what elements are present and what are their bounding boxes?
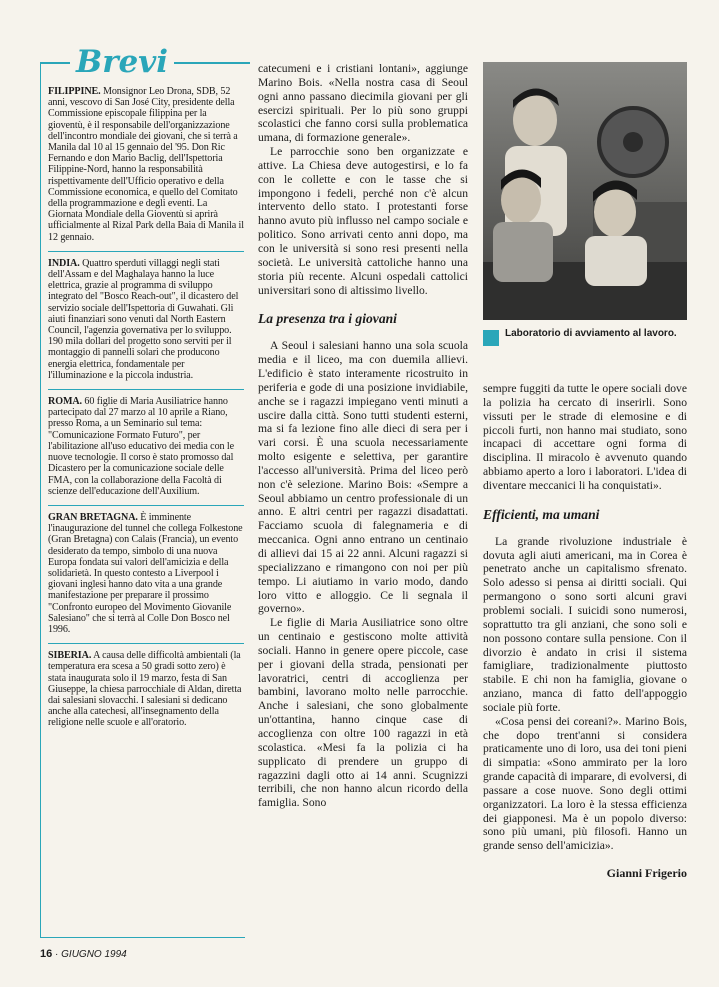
page-number: 16: [40, 948, 53, 960]
brief-text: Monsignor Leo Drona, SDB, 52 anni, vescovo di San José City, presidente della Commissione episcopale filippina per la gioventù, è il responsabile dell'organizzazione dell'incontro mondiale dei giovani, che si terrà a Manila dal 10 al 15 gennaio del '95. Don Ric Fernando e don Mario Baclig, dell'Ispettoria Filippine-Nord, hanno la responsabilità rispettivamente dell'Ufficio operativo e della Commissione economica, e quello del Comitato della programmazione e degli eventi. La Giornata Mondiale della Gioventù si aprirà ufficialmente al Rizal Park della Baia di Manila il 12 gennaio.: [48, 86, 244, 243]
brief-lead: SIBERIA.: [48, 650, 92, 662]
section-heading: Efficienti, ma umani: [483, 506, 600, 522]
body-paragraph: La grande rivoluzione industriale è dovuta agli aiuti americani, ma in Corea è penetrato anche un capitalismo sfrenato. Solo adesso si pensa ai diritti sociali. Qui permangono o sono sorti alcuni gravi problemi sociali. I suicidi sono numerosi, soprattutto tra gli anziani, che sono soli e non possono contare sulla pensione. Con il divorzio è andato in crisi il sistema famigliare, tradizionalmente piuttosto stabile. E chi non ha famiglia, giovane o anziano, manca di fatto dell'appoggio sociale più forte.: [483, 534, 687, 714]
brevi-header: [40, 40, 250, 84]
brevi-items: [48, 86, 244, 737]
body-paragraph: catecumeni e i cristiani lontani», aggiunge Marino Bois. «Nella nostra casa di Seoul ogni anno passano diecimila giovani per gli esercizi spirituali. Per lo più sono gruppi scolastici che fanno corsi sulla problematica umana, di formazione generale».: [258, 62, 468, 145]
brief-lead: ROMA.: [48, 396, 82, 408]
brief-lead: FILIPPINE.: [48, 86, 101, 97]
workshop-photo: [483, 62, 687, 320]
brief-text: A causa delle difficoltà ambientali (la temperatura era scesa a 50 gradi sotto zero) è stata inaugurata solo il 19 marzo, festa di San Giuseppe, la chiesa parrocchiale di Aldan, diretta dai salesiani slovacchi. I salesiani si dedicano anche alla catechesi, all'insegnamento della religione nelle scuole e all'oratorio.: [48, 650, 242, 729]
brief-divider: [48, 505, 244, 506]
issue-date: GIUGNO 1994: [61, 949, 127, 960]
body-paragraph: Le figlie di Maria Ausiliatrice sono oltre un centinaio e gestiscono molte attività sociali. Hanno in genere opere piccole, case per i giovani della strada, pensionati per lavoratrici, centri di accoglienza per bambini, lavorano molto nelle parrocchie. Anche i salesiani, che sono globalmente un'ottantina, hanno cinque case di accoglienza con oltre 100 ragazzi in età scolastica. «Mesi fa la polizia ci ha supplicato di prendere un gruppo di ragazzini dagli otto ai 14 anni. Scugnizzi terribili, che non hanno alcun ricordo della famiglia. Sono: [258, 616, 468, 810]
body-paragraph: Le parrocchie sono ben organizzate e attive. La Chiesa deve autogestirsi, e lo fa con le collette e con le tasse che si impongono i fedeli, perché non c'è alcun intervento dello stato. I protestanti forse hanno avuto più influsso nel campo sociale e politico. Sono arrivati cento anni dopo, ma con le università si sono resi presenti nella società. Le università cattoliche hanno una storia più recente. Alcuni ospedali cattolici universitari sono di altissimo livello.: [258, 145, 468, 297]
brief-lead: GRAN BRETAGNA.: [48, 511, 138, 523]
caption-marker: [483, 330, 499, 346]
brief-text: 60 figlie di Maria Ausiliatrice hanno partecipato dal 27 marzo al 10 aprile a Riano, presso Roma, a un Seminario sul tema: "Comunicazione Formato Futuro", per l'abilitazione all'uso educativo dei media con le nuove tecnologie. Il corso è stato promosso dal Dicastero per la comunicazione sociale delle FMA, con la collaborazione della Facoltà di scienze dell'educazione dell'Auxilium.: [48, 396, 234, 497]
brief-text: Quattro sperduti villaggi negli stati dell'Assam e del Maghalaya hanno la luce elettrica, grazie al programma di sviluppo integrato del "Bosco Reach-out", il dicastero del servizio sociale dell'Ispettoria di Guwahati. Gli aiuti finanziari sono venuti dal North Eastern Council, l'agenzia governativa per lo sviluppo. 190 mila dollari del progetto sono serviti per il montaggio di pannelli solari che producono energia elettrica, fondamentale per l'illuminazione e la piccola industria.: [48, 257, 239, 381]
brief-item: [48, 650, 244, 728]
brief-item: [48, 512, 244, 635]
brief-divider: [48, 389, 244, 390]
author-byline: Gianni Frigerio: [606, 866, 687, 881]
photo-caption: Laboratorio di avviamento al lavoro.: [505, 328, 677, 339]
article-column-middle: [258, 62, 468, 810]
brief-item: [48, 86, 244, 243]
folio-separator: ·: [55, 949, 62, 960]
brief-lead: INDIA.: [48, 257, 80, 269]
section-heading: La presenza tra i giovani: [258, 311, 397, 327]
page-folio: [40, 948, 127, 960]
workshop-photo-image: [483, 62, 687, 320]
body-paragraph: «Cosa pensi dei coreani?». Marino Bois, che dopo trent'anni si considera praticamente uno di loro, usa dei toni pieni di simpatia: «Sono ammirato per la loro grande capacità di imparare, di evolversi, di passare a cose nuove. Sono degli ottimi organizzatori. La loro è la stessa efficienza dei giapponesi. Ma è un popolo diverso: sono più umani, più filosofi. Hanno un grande senso dell'amicizia».: [483, 714, 687, 853]
body-paragraph: A Seoul i salesiani hanno una sola scuola media e il liceo, ma con duemila allievi. L'edificio è stato interamente ricostruito in periferia e gode di una posizione invidiabile, anche se i ragazzi impiegano venti minuti a uscire dalla città. Sono tutti studenti esterni, ma si fa lezione fino alle dieci di sera per i vari corsi. È una scuola necessariamente molto esigente e selettiva, per garantire l'accesso all'università. Prima del liceo però non c'è selezione. Marino Bois: «Sempre a Seoul abbiamo un centro professionale di un anno. E altri centri per ragazzi disadattati. Facciamo scuola di falegnameria e di meccanica. Ogni anno entrano un centinaio di allievi dai 15 ai 22 anni. Alcuni ragazzi si specializzano e rimangono con noi per più tempo. Li aiutiamo in vario modo, dando loro vitto e alloggio. Ce li segnala il governo».: [258, 339, 468, 616]
brief-divider: [48, 251, 244, 252]
brevi-title: Brevi: [70, 42, 174, 82]
brief-text: È imminente l'inaugurazione del tunnel che collega Folkestone (Gran Bretagna) con Calais (Francia), un evento desiderato da tempo, simbolo di una nuova Europa fondata sui valori dell'amicizia e della solidarietà. In questo contesto a Liverpool i giovani inglesi hanno dato vita a una grande manifestazione per preparare il prossimo "Confronto europeo del Movimento Giovanile Salesiano" che si terrà al Colle Don Bosco nel 1996.: [48, 511, 243, 635]
brief-item: [48, 396, 244, 497]
brief-divider: [48, 643, 244, 644]
brief-item: [48, 258, 244, 381]
body-paragraph: sempre fuggiti da tutte le opere sociali dove la polizia ha cercato di inserirli. Sono vissuti per le strade di elemosine e di piccoli furti, non hanno mai studiato, sono incapaci di accettare ogni forma di disciplina. Il miracolo è avvenuto quando abbiamo aperto a loro i laboratori. L'idea di diventare meccanici li ha conquistati».: [483, 382, 687, 492]
article-column-right: [483, 382, 687, 881]
